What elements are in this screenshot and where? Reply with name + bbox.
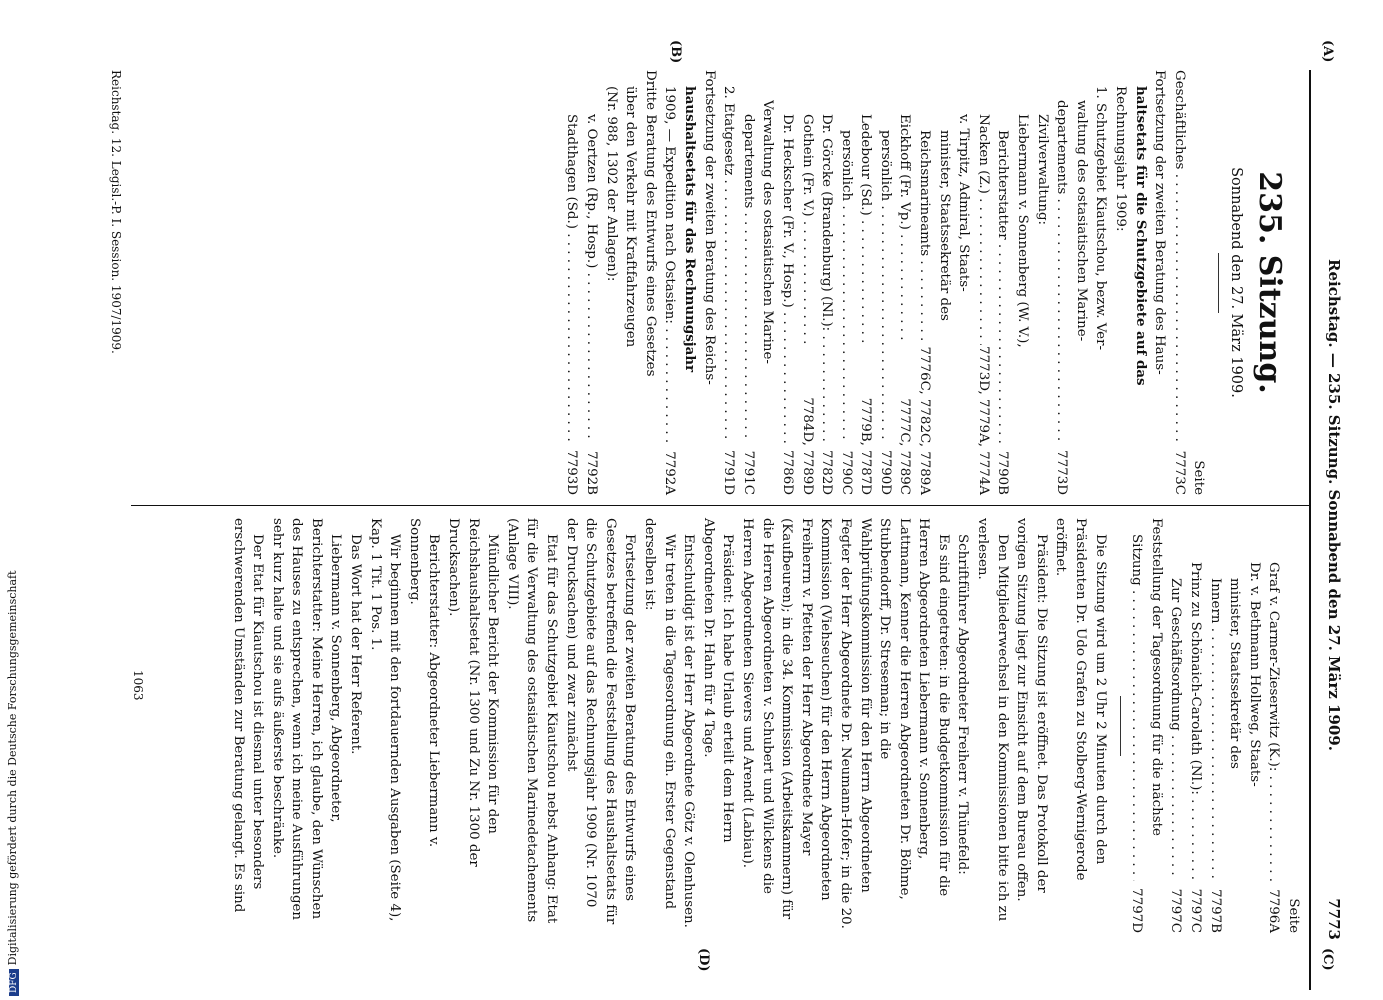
toc-entry [1091, 70, 1111, 495]
toc-entry [1032, 70, 1052, 495]
toc-page-ref: 7784D, 7789D [799, 397, 815, 495]
toc-entry [1071, 70, 1091, 495]
body-paragraph: Mündlicher Bericht der Kommission für den Reichshaushaltsetat (Nr. 1300 und Zu Nr. 1300 der Drucksachen). [446, 518, 501, 867]
toc-entry [601, 70, 621, 495]
toc-entry-text: Zivilverwaltung: [1034, 114, 1050, 226]
body-paragraph: Fortsetzung der zweiten Beratung des Entwurfs eines Gesetzes betreffend die Feststellung des Haushaltsetats für die Schutzgebiete auf das Rechnungsjahr 1909 (Nr. 1070 der Drucksachen) und zwar zunächst [563, 518, 638, 925]
table-of-contents-continued [1127, 518, 1284, 933]
toc-entry [1244, 518, 1264, 933]
toc-entry [1012, 70, 1032, 495]
printed-page-number: 1063 [131, 670, 145, 701]
toc-entry [777, 70, 797, 495]
toc-entry [1150, 70, 1170, 495]
toc-entry-text: Geschäftliches . . . [1169, 70, 1189, 443]
toc-page-ref: 7797C [1168, 888, 1184, 933]
toc-entry [1130, 70, 1150, 495]
body-paragraph: Liebermann v. Sonnenberg, Abgeordneter, Berichterstatter: Meine Herren, ich glaube, den Wünschen des Hauses zu entsprechen, wenn ich meine Ausführungen sehr kurz halte und sie aufs äußerste beschränke. [269, 518, 344, 921]
margin-mark-a: (A) [1320, 40, 1335, 63]
toc-entry-text: Berichterstatter . . . [993, 130, 1013, 443]
toc-page-ref: 7779B, 7787D [858, 397, 874, 495]
short-rule [1120, 696, 1121, 756]
toc-entry-text: Stadthagen (Sd.) . . . [562, 114, 582, 443]
body-paragraph: Wir treten in die Tagesordnung ein. Erster Gegenstand derselben ist: [642, 518, 677, 910]
toc-page-ref: 7791D [721, 450, 737, 495]
toc-page-ref: 7790D [877, 450, 893, 495]
toc-entry-text: Dr. v. Bethmann Hollweg, Staats- [1246, 562, 1262, 787]
margin-mark-d: (D) [696, 948, 711, 972]
toc-page-ref: 7797B [1207, 889, 1223, 933]
toc-entry-text: departements . . . [1052, 100, 1072, 443]
toc-entry-text: Liebermann v. Sonnenberg (W. V.), [1015, 114, 1031, 348]
toc-entry-text: minister, Staatssekretär des [1227, 578, 1243, 769]
toc-entry-text: Dr. Görcke (Brandenburg) (Nl.): . . . [817, 114, 837, 443]
toc-entry [1166, 518, 1186, 933]
toc-entry [1110, 70, 1130, 495]
body-paragraph: Präsident: Die Sitzung ist eröffnet. Das Protokoll der vorigen Sitzung liegt zur Einsicht auf dem Bureau offen. [1014, 518, 1049, 902]
margin-mark-b: (B) [668, 40, 683, 64]
toc-entry-text: persönlich . . . [875, 130, 895, 443]
toc-page-ref: 7777C, 7789C [897, 398, 913, 495]
toc-entry-text: Prinz zu Schönaich-Carolath (Nl.): . . . [1185, 562, 1205, 881]
toc-entry [875, 70, 895, 495]
toc-page-ref: 7797D [1129, 888, 1145, 933]
toc-entry [856, 70, 876, 495]
toc-entry-text: Eickhoff (Fr. Vp.) . . . [895, 114, 915, 345]
toc-entry [640, 70, 660, 495]
running-header [1315, 70, 1343, 940]
toc-page-ref: 7792A [662, 451, 678, 495]
left-column [562, 70, 1303, 495]
toc-entry [1205, 518, 1225, 933]
toc-entry [562, 70, 582, 495]
toc-entry [738, 70, 758, 495]
toc-entry-text: Verwaltung des ostasiatischen Marine- [760, 100, 776, 364]
toc-entry [817, 70, 837, 495]
toc-entry [797, 70, 817, 495]
toc-page-ref: 7773C [1171, 450, 1187, 495]
toc-entry-text: Nacken (Z.) . . . [973, 114, 993, 345]
toc-entry [934, 70, 954, 495]
body-paragraph: Wir beginnen mit den fortdauernden Ausgaben (Seite 4), Kap. 1 Tit. 1 Pos. 1. [367, 518, 403, 922]
session-title: 235. Sitzung. [1252, 171, 1287, 394]
toc-entry [1169, 70, 1189, 495]
toc-entry-text: Gothein (Fr. V.) . . . [797, 114, 817, 345]
toc-entry-text: Reichsmarineamts . . . [915, 130, 935, 345]
toc-entry-text: (Nr. 988, 1302 der Anlagen): [603, 86, 619, 282]
toc-entry-text: 2. Etatgesetz . . . [719, 86, 739, 443]
toc-entry [699, 70, 719, 495]
body-paragraph: Etat für das Schutzgebiet Kiautschou nebst Anhang: Etat für die Verwaltung des ostasiatischen Marinedetachements (Anlage VIII). [504, 518, 560, 924]
body-paragraph: Präsident: Ich habe Urlaub erteilt dem Herrn Abgeordneten Dr. Hahn für 4 Tage. [700, 518, 736, 843]
toc-entry [1052, 70, 1072, 495]
toc-entry-text: Ledebour (Sd.) . . . [856, 114, 876, 345]
toc-entry [836, 70, 856, 495]
toc-entry-text: Sitzung . . . [1127, 534, 1147, 881]
toc-entry-text: über den Verkehr mit Kraftfahrzeugen [623, 86, 639, 348]
toc-entry [993, 70, 1013, 495]
toc-entry [895, 70, 915, 495]
toc-entry-text: waltung des ostasiatischen Marine- [1073, 100, 1089, 342]
body-paragraph: Der Etat für Kiautschou ist diesmal unter besonders erschwerenden Umständen zur Beratung gelangt. Es sind [230, 518, 266, 913]
body-paragraph: Den Mitgliederwechsel in den Kommissionen bitte ich zu verlesen. [975, 518, 1010, 922]
toc-entry-text: departements . . . [738, 114, 758, 443]
session-date: Sonnabend den 27. März 1909. [1228, 167, 1244, 398]
toc-page-ref: 7773D [1054, 450, 1070, 495]
toc-entry [758, 70, 778, 495]
header-text: Reichstag. — 235. Sitzung. Sonnabend den 27. März 1909. [1325, 259, 1343, 751]
toc-page-ref: 7792B [584, 451, 599, 495]
toc-entry-text: persönlich . . . [836, 130, 856, 443]
toc-entry [719, 70, 739, 495]
toc-entry [1185, 518, 1205, 933]
header-page-number: 7773 [1325, 898, 1343, 940]
toc-entry-text: v. Oertzen (Rp., Hosp.) . . . [581, 114, 601, 443]
toc-page-ref: 7773D, 7779A, 7774A [975, 346, 991, 495]
toc-page-ref: 7790C [838, 450, 854, 495]
toc-entry [621, 70, 641, 495]
toc-page-ref: 7790B [995, 451, 1011, 495]
toc-entry-text: 1909, — Expedition nach Ostasien: . . . [660, 86, 680, 443]
body-paragraph: Berichterstatter: Abgeordneter Liebermann v. Sonnenberg. [406, 518, 442, 848]
toc-entry-text: 1. Schutzgebiet Kiautschou, bezw. Ver- [1093, 86, 1109, 350]
seite-label: Seite [1191, 460, 1207, 495]
short-rule [1218, 253, 1219, 313]
toc-page-ref: 7796A [1266, 889, 1282, 933]
session-text [228, 518, 1110, 933]
toc-entry [581, 70, 601, 495]
table-of-contents [562, 70, 1189, 495]
dfg-logo: DFG [9, 969, 19, 996]
toc-entry [1127, 518, 1147, 933]
toc-page-ref: 7793D [564, 450, 580, 495]
body-paragraph: Das Wort hat der Herr Referent. [348, 534, 364, 755]
toc-entry-text: Graf v. Carmer-Zieserwitz (K.): . . . [1264, 562, 1284, 881]
column-divider [131, 505, 1309, 506]
toc-entry-text: Dritte Beratung des Entwurfs eines Gesetzes [642, 70, 658, 377]
seite-label: Seite [1286, 898, 1301, 933]
toc-page-ref: 7782D [819, 450, 835, 495]
toc-entry [1264, 518, 1284, 933]
toc-page-ref: 7791C [740, 450, 756, 495]
toc-entry-text: Fortsetzung der zweiten Beratung des Reichs- [701, 70, 717, 385]
toc-entry [679, 70, 699, 495]
toc-entry-text: haltsetats für die Schutzgebiete auf das [1132, 86, 1149, 386]
toc-entry-text: minister, Staatssekretär des [936, 130, 952, 321]
toc-entry-text: Innern . . . [1205, 578, 1225, 881]
digitization-text: Digitalisierung gefördert durch die Deutsche Forschungsgemeinschaft [6, 570, 19, 966]
toc-entry-text: Rechnungsjahr 1909: [1113, 86, 1129, 232]
toc-entry-text: Dr. Heckscher (Fr. V., Hosp.) . . . [777, 114, 797, 443]
toc-page-ref: 7776C, 7782C, 7789A [917, 346, 933, 495]
margin-mark-c: (C) [1320, 948, 1335, 971]
toc-page-ref: 7786D [779, 450, 795, 495]
body-paragraph: Entschuldigt ist der Herr Abgeordnete Götz v. Olenhusen. [681, 534, 697, 928]
toc-entry-text: Feststellung der Tagesordnung für die nächste [1148, 518, 1164, 836]
toc-entry [660, 70, 680, 495]
toc-entry [1146, 518, 1166, 933]
toc-entry-text: haushaltsetats für das Rechnungsjahr [681, 86, 698, 373]
footer-citation: Reichstag. 12. Legisl.-P. I. Session. 1907/1909. [109, 70, 123, 354]
toc-entry [954, 70, 974, 495]
body-paragraph: Schriftführer Abgeordneter Freiherr v. Thünefeld: [955, 534, 971, 875]
toc-page-ref: 7797C [1188, 888, 1204, 933]
body-paragraph: Die Sitzung wird um 2 Uhr 2 Minuten durch den Präsidenten Dr. Udo Grafen zu Stolberg-Wernigerode eröffnet. [1053, 518, 1108, 881]
toc-entry-text: v. Tirpitz, Admiral, Staats- [956, 114, 972, 292]
toc-entry [915, 70, 935, 495]
right-column [228, 518, 1303, 933]
toc-entry-text: Zur Geschäftsordnung . . . [1166, 578, 1186, 881]
body-paragraph: Es sind eingetreten: in die Budgetkommission für die Herren Abgeordneten Liebermann v. Sonnenberg, Lattmann, Kenner die Herren Abgeordneten Dr. Böhme, Stubbendorff, Dr. Streseman; in die Wahlprüfungskommission für den Herrn Abgeordneten Fegter der Herr Abgeordnete Dr. Neumann-Hofer; in die 20. Kommission (Viehseuchen) für den Herrn Abgeordneten Freiherrn v. Pfetten der Herr Abgeordnete Mayer (Kaufbeuren); in die 34. Kommission (Arbeitskammern) für die Herren Abgeordneten v. Schubert und Wilckens die Herren Abgeordneten Sievers und Arendt (Labiau). [739, 518, 951, 929]
toc-entry [1225, 518, 1245, 933]
toc-entry [973, 70, 993, 495]
digitization-note [6, 570, 19, 996]
header-rule [1309, 70, 1311, 990]
toc-entry-text: Fortsetzung der zweiten Beratung des Haus- [1152, 70, 1168, 375]
